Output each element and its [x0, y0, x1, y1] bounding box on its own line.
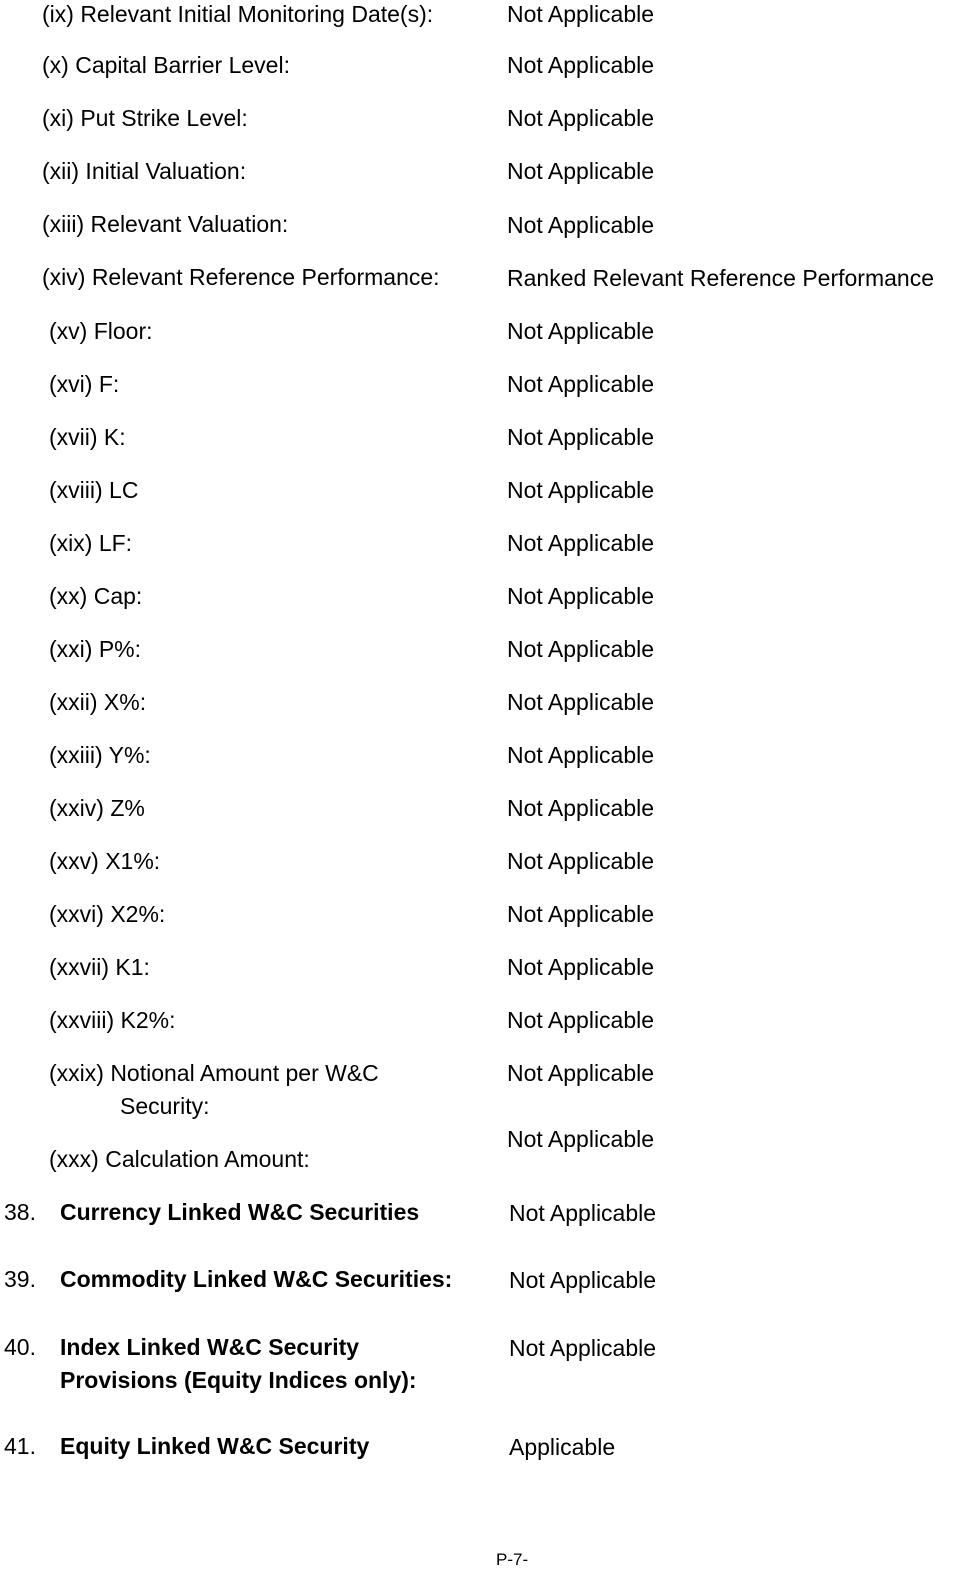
- page-number: P-7-: [496, 1550, 529, 1569]
- subitem-label: (ix) Relevant Initial Monitoring Date(s):: [42, 1, 434, 27]
- section-number: 41.: [4, 1433, 36, 1459]
- subitem-value: Not Applicable: [507, 1, 655, 27]
- subitem-value: Not Applicable: [507, 318, 655, 344]
- subitem-value: Not Applicable: [507, 848, 655, 874]
- subitem-label: (xviii) LC: [49, 477, 139, 503]
- subitem-value: Not Applicable: [507, 1007, 655, 1033]
- subitem-value: Not Applicable: [507, 424, 655, 450]
- section-value: Not Applicable: [509, 1200, 657, 1226]
- subitem-label: (xvi) F:: [49, 371, 120, 397]
- subitem-label: (xxv) X1%:: [49, 848, 161, 874]
- subitem-value: Not Applicable: [507, 636, 655, 662]
- subitem-value: Not Applicable: [507, 212, 655, 238]
- subitem-value: Not Applicable: [507, 1060, 655, 1086]
- section-title: Commodity Linked W&C Securities:: [60, 1266, 453, 1292]
- subitem-label: (xxvii) K1:: [49, 954, 150, 980]
- section-title-continued: Provisions (Equity Indices only):: [60, 1367, 417, 1393]
- section-number: 39.: [4, 1266, 36, 1292]
- section-title: Equity Linked W&C Security: [60, 1433, 370, 1459]
- subitem-label: (xi) Put Strike Level:: [42, 105, 248, 131]
- subitem-value: Ranked Relevant Reference Performance: [507, 265, 935, 291]
- subitem-label: (xxix) Notional Amount per W&C: [49, 1060, 379, 1086]
- subitem-label: (xxviii) K2%:: [49, 1007, 176, 1033]
- subitem-label: (xxii) X%:: [49, 689, 147, 715]
- subitem-label: (xix) LF:: [49, 530, 133, 556]
- subitem-value: Not Applicable: [507, 742, 655, 768]
- subitem-value: Not Applicable: [507, 583, 655, 609]
- subitem-value: Not Applicable: [507, 901, 655, 927]
- section-title: Currency Linked W&C Securities: [60, 1199, 420, 1225]
- subitem-label: (xv) Floor:: [49, 318, 153, 344]
- subitem-value: Not Applicable: [507, 371, 655, 397]
- subitem-value: Not Applicable: [507, 1126, 655, 1152]
- subitem-value: Not Applicable: [507, 795, 655, 821]
- subitem-value: Not Applicable: [507, 52, 655, 78]
- subitem-label: (xiv) Relevant Reference Performance:: [42, 264, 440, 290]
- subitem-value: Not Applicable: [507, 954, 655, 980]
- subitem-value: Not Applicable: [507, 689, 655, 715]
- section-number: 38.: [4, 1199, 36, 1225]
- subitem-label: (xxx) Calculation Amount:: [49, 1146, 310, 1172]
- section-value: Not Applicable: [509, 1335, 657, 1361]
- subitem-value: Not Applicable: [507, 105, 655, 131]
- section-number: 40.: [4, 1334, 36, 1360]
- section-title: Index Linked W&C Security: [60, 1334, 360, 1360]
- subitem-label-continued: Security:: [120, 1093, 210, 1119]
- section-value: Applicable: [509, 1434, 616, 1460]
- subitem-label: (xvii) K:: [49, 424, 126, 450]
- section-value: Not Applicable: [509, 1267, 657, 1293]
- subitem-label: (xx) Cap:: [49, 583, 143, 609]
- subitem-label: (xxi) P%:: [49, 636, 141, 662]
- subitem-label: (x) Capital Barrier Level:: [42, 52, 290, 78]
- subitem-label: (xxiv) Z%: [49, 795, 145, 821]
- subitem-label: (xiii) Relevant Valuation:: [42, 211, 289, 237]
- subitem-value: Not Applicable: [507, 530, 655, 556]
- subitem-value: Not Applicable: [507, 158, 655, 184]
- subitem-label: (xii) Initial Valuation:: [42, 158, 247, 184]
- subitem-label: (xxiii) Y%:: [49, 742, 151, 768]
- subitem-value: Not Applicable: [507, 477, 655, 503]
- subitem-label: (xxvi) X2%:: [49, 901, 166, 927]
